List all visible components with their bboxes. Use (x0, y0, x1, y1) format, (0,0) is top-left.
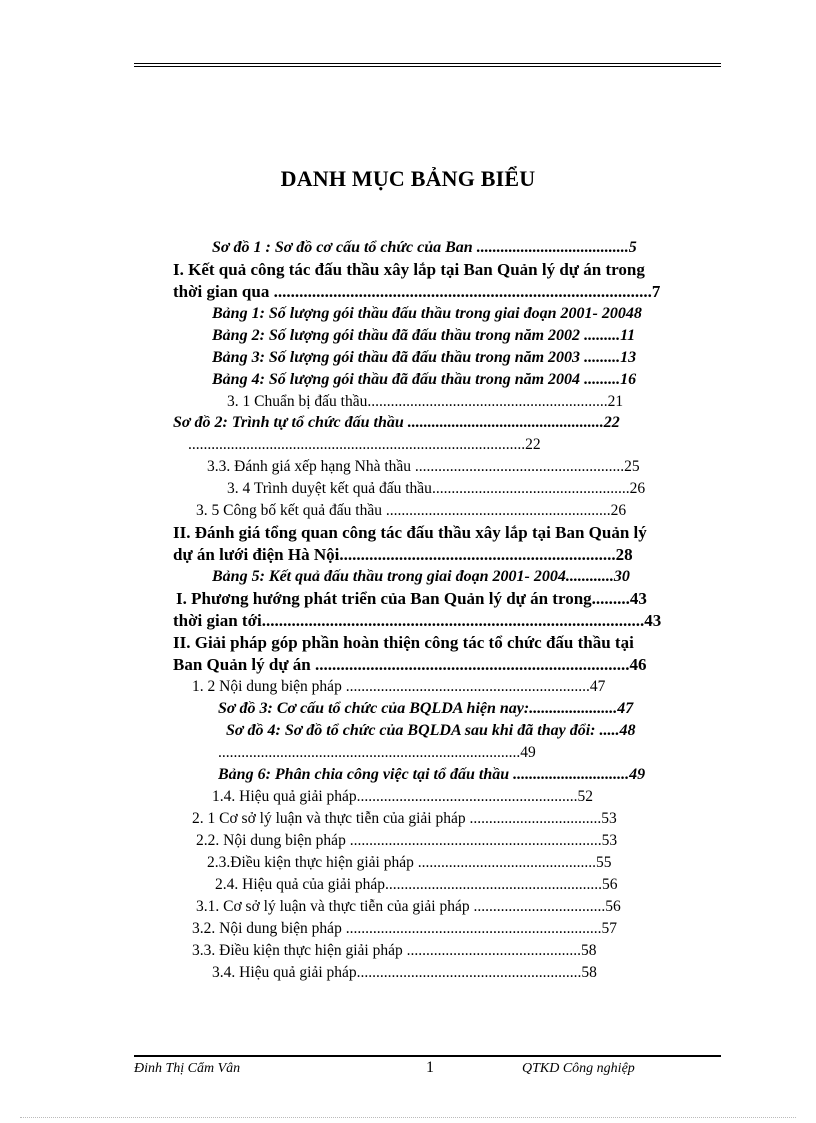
toc-entry[interactable]: II. Đánh giá tổng quan công tác đấu thầu xây lắp tại Ban Quản lý (173, 523, 647, 542)
toc-entry[interactable]: 2.2. Nội dung biện pháp .................................................................53 (196, 832, 618, 849)
toc-entry[interactable]: 2.4. Hiệu quả của giải pháp........................................................56 (215, 876, 618, 893)
toc-entry[interactable]: thời gian tới..........................................................................................43 (173, 611, 662, 630)
toc-entry[interactable]: Bảng 3: Số lượng gói thầu đã đấu thầu trong năm 2003 .........13 (212, 349, 637, 366)
toc-entry[interactable]: 3.4. Hiệu quả giải pháp..........................................................58 (212, 964, 597, 981)
toc-entry[interactable]: thời gian qua .........................................................................................7 (173, 282, 661, 301)
toc-entry[interactable]: Ban Quản lý dự án ..........................................................................46 (173, 655, 647, 674)
toc-entry[interactable]: I. Kết quả công tác đấu thầu xây lắp tại Ban Quản lý dự án trong (173, 260, 645, 279)
footer-rule (134, 1055, 721, 1057)
toc-entry[interactable]: 2. 1 Cơ sở lý luận và thực tiễn của giải pháp ..................................53 (192, 810, 617, 827)
toc-entry[interactable]: 3. 1 Chuẩn bị đấu thầu..............................................................21 (227, 393, 624, 410)
toc-entry[interactable]: Sơ đồ 2: Trình tự tổ chức đấu thầu .................................................22 (173, 414, 620, 431)
toc-entry[interactable]: 3.3. Điều kiện thực hiện giải pháp .............................................58 (192, 942, 597, 959)
toc-entry[interactable]: I. Phương hướng phát triển của Ban Quản lý dự án trong.........43 (176, 589, 647, 608)
footer-author: Đinh Thị Cẩm Vân (134, 1061, 241, 1076)
toc-entry[interactable]: 1.4. Hiệu quả giải pháp.........................................................52 (212, 788, 594, 805)
toc-entry[interactable]: ..............................................................................49 (218, 744, 536, 761)
toc-entry[interactable]: dự án lưới điện Hà Nội.................................................................28 (173, 545, 633, 564)
toc-entry[interactable]: 3. 5 Công bố kết quả đấu thầu ..........................................................26 (196, 502, 627, 519)
page-edge-divider (20, 1117, 796, 1118)
toc-entry[interactable]: Sơ đồ 4: Sơ đồ tổ chức của BQLDA sau khi đã thay đổi: .....48 (226, 722, 636, 739)
toc-entry[interactable]: Bảng 6: Phân chia công việc tại tổ đấu thầu .............................49 (218, 766, 646, 783)
toc-entry[interactable]: .......................................................................................22 (188, 436, 541, 453)
toc-entry[interactable]: 3.2. Nội dung biện pháp ..................................................................57 (192, 920, 617, 937)
toc-entry[interactable]: Bảng 5: Kết quả đấu thầu trong giai đoạn 2001- 2004............30 (212, 568, 630, 585)
toc-entry[interactable]: Bảng 2: Số lượng gói thầu đã đấu thầu trong năm 2002 .........11 (212, 327, 636, 344)
toc-entry[interactable]: Bảng 1: Số lượng gói thầu đấu thầu trong giai đoạn 2001- 20048 (212, 305, 642, 322)
toc-entry[interactable]: 1. 2 Nội dung biện pháp ...............................................................47 (192, 678, 606, 695)
toc-entry[interactable]: 3.3. Đánh giá xếp hạng Nhà thầu ......................................................25 (207, 458, 640, 475)
page-title: DANH MỤC BẢNG BIỂU (280, 166, 536, 191)
footer-department: QTKD Công nghiệp (522, 1061, 635, 1076)
toc-entry[interactable]: Sơ đồ 3: Cơ cấu tổ chức của BQLDA hiện nay:......................47 (218, 700, 634, 717)
toc-entry[interactable]: 2.3.Điều kiện thực hiện giải pháp ..............................................55 (207, 854, 612, 871)
header-rule-top (134, 63, 721, 64)
toc-entry[interactable]: Bảng 4: Số lượng gói thầu đã đấu thầu trong năm 2004 .........16 (212, 371, 637, 388)
toc-entry[interactable]: Sơ đồ 1 : Sơ đồ cơ cấu tổ chức của Ban ......................................5 (212, 239, 637, 256)
footer-page-number: 1 (426, 1059, 434, 1076)
toc-entry[interactable]: 3. 4 Trình duyệt kết quả đấu thầu...................................................26 (227, 480, 646, 497)
header-rule-bottom (134, 66, 721, 67)
toc-entry[interactable]: II. Giải pháp góp phần hoàn thiện công tác tổ chức đấu thầu tại (173, 633, 634, 652)
toc-entry[interactable]: 3.1. Cơ sở lý luận và thực tiễn của giải pháp ..................................56 (196, 898, 621, 915)
